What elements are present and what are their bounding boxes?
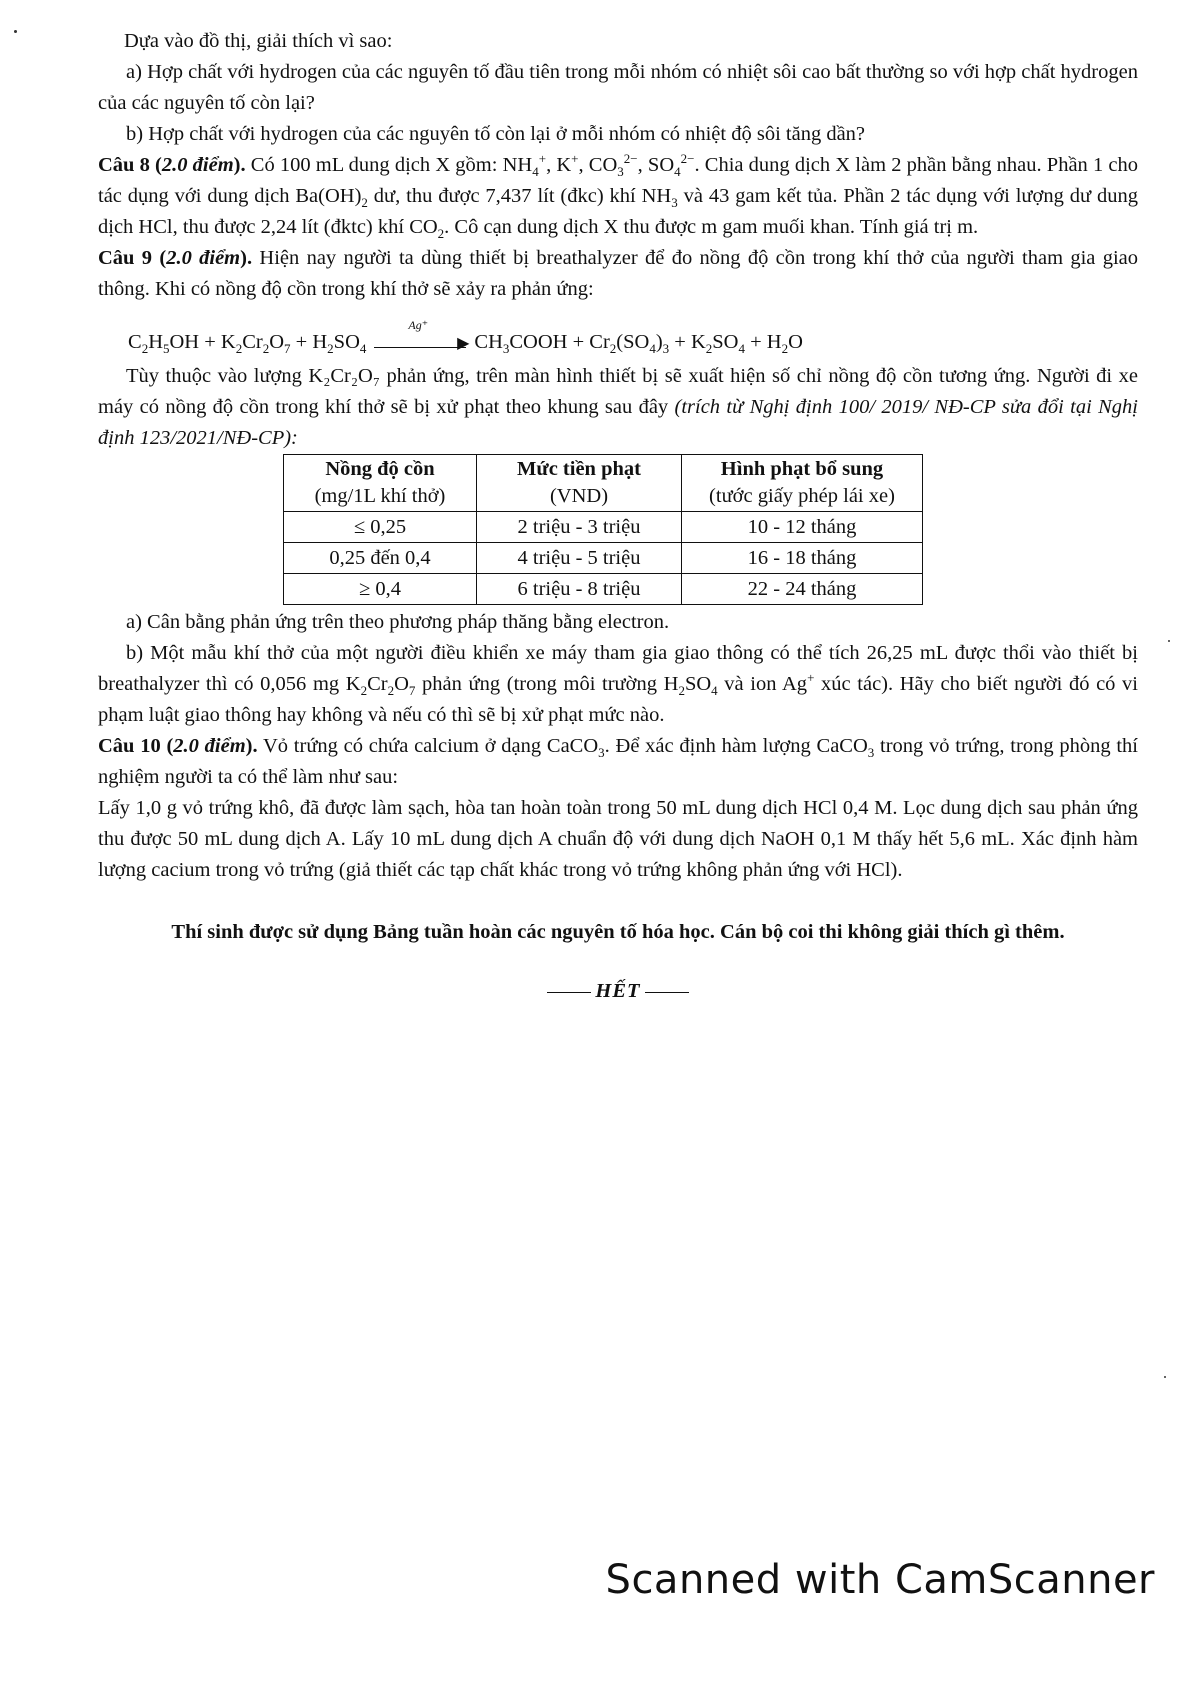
- table-cell: ≤ 0,25: [284, 512, 477, 543]
- catalyst-label: Ag⁺: [408, 318, 429, 332]
- intro-question-a: a) Hợp chất với hydrogen của các nguyên tố đầu tiên trong mỗi nhóm có nhiệt sôi cao bất thường so với hợp chất hydrogen của các nguyên tố còn lại?: [98, 61, 1138, 114]
- reaction-equation: $C_2H_5OH + K_2Cr_2O_7 + H_2SO_4$ Ag⁺ ▶ $CH_3COOH + Cr_2(SO_4)_3 + K_2SO_4 + H_2O$: [128, 318, 803, 357]
- table-row: [284, 512, 923, 543]
- scan-speck: [1168, 640, 1170, 642]
- q8-text-3: dư, thu được 7,437 lít (đkc) khí NH: [367, 185, 672, 207]
- q9-part-a: a) Cân bằng phản ứng trên theo phương pháp thăng bằng electron.: [126, 611, 670, 633]
- q10-label: Câu 10 (: [98, 735, 174, 757]
- table-cell: 22 - 24 tháng: [682, 574, 923, 605]
- q10-procedure: Lấy 1,0 g vỏ trứng khô, đã được làm sạch, hòa tan hoàn toàn trong 50 mL dung dịch HCl 0,4 M. Lọc dung dịch sau phản ứng thu được 50 mL dung dịch A. Lấy 10 mL dung dịch A chuẩn độ với dung dịch NaOH 0,1 M thấy hết 5,6 mL. Xác định hàm lượng cacium trong vỏ trứng (giả thiết các tạp chất khác trong vỏ trứng không phản ứng với HCl).: [98, 797, 1138, 881]
- q8-points: 2.0 điểm: [161, 154, 234, 176]
- penalty-table: [283, 454, 923, 605]
- question-9: [98, 243, 1138, 305]
- q10-label-close: ).: [245, 735, 258, 757]
- q9-label-close: ).: [240, 247, 253, 269]
- scan-speck: [14, 30, 17, 33]
- q9-points: 2.0 điểm: [166, 247, 241, 269]
- table-cell: 2 triệu - 3 triệu: [477, 512, 682, 543]
- q8-text-4: và 43 gam kết tủa. Phần 2 tác dụng với lượng dư dung dịch HCl, thu được 2,24 lít (đktc) khí CO: [98, 185, 1138, 238]
- question-10: Câu 10 (2.0 điểm). Vỏ trứng có chứa calcium ở dạng CaCO$_3$. Để xác định hàm lượng CaCO$_3$ trong vỏ trứng, trong phòng thí nghiệm người ta có thể làm như sau:: [98, 735, 1138, 788]
- exam-page: [98, 26, 1138, 1007]
- q8-text-2: . Chia dung dịch X làm 2 phần bằng nhau. Phần 1 cho tác dụng với dung dịch Ba(OH): [98, 154, 1138, 207]
- q8-text-1: Có 100 mL dung dịch X gồm: NH: [245, 154, 533, 176]
- reaction-arrow: Ag⁺ ▶: [374, 341, 466, 348]
- intro-line: Dựa vào đồ thị, giải thích vì sao:: [124, 30, 393, 52]
- q9-part-b: b) Một mẫu khí thở của một người điều khiển xe máy tham gia giao thông có thể tích 26,25 mL được thổi vào thiết bị breathalyzer thì có 0,056 mg $K_2Cr_2O_7$ phản ứng (trong môi trường $H_2SO_4$ và ion Ag+ xúc tác). Hãy cho biết người đó có vi phạm luật giao thông hay không và nếu có thì sẽ bị xử phạt mức nào.: [98, 642, 1139, 726]
- q10-points: 2.0 điểm: [173, 735, 246, 757]
- camscanner-watermark: Scanned with CamScanner: [605, 1557, 1155, 1603]
- exam-note: Thí sinh được sử dụng Bảng tuần hoàn các nguyên tố hóa học. Cán bộ coi thi không giải thích gì thêm.: [171, 921, 1065, 943]
- q9-label: Câu 9 (: [98, 247, 167, 269]
- table-header: Mức tiền phạt (VND): [477, 455, 682, 512]
- q8-label-close: ).: [233, 154, 246, 176]
- scan-speck: [1164, 1376, 1166, 1378]
- table-header-row: [284, 455, 923, 512]
- intro-question-b: b) Hợp chất với hydrogen của các nguyên tố còn lại ở mỗi nhóm có nhiệt độ sôi tăng dần?: [126, 123, 866, 145]
- table-header: Hình phạt bổ sung (tước giấy phép lái xe): [682, 455, 923, 512]
- q9-text: Hiện nay người ta dùng thiết bị breathalyzer để đo nồng độ cồn trong khí thở của người tham gia giao thông. Khi có nồng độ cồn trong khí thở sẽ xảy ra phản ứng:: [98, 247, 1138, 300]
- q9-para-citation: (trích từ Nghị định 100/ 2019/ NĐ-CP sửa đổi tại Nghị định 123/2021/NĐ-CP):: [98, 396, 1138, 449]
- table-cell: 6 triệu - 8 triệu: [477, 574, 682, 605]
- table-header: Nồng độ cồn (mg/1L khí thở): [284, 455, 477, 512]
- table-cell: 4 triệu - 5 triệu: [477, 543, 682, 574]
- table-cell: ≥ 0,4: [284, 574, 477, 605]
- q8-label: Câu 8 (: [98, 154, 162, 176]
- q9-para-text: Tùy thuộc vào lượng K₂Cr₂O₇ phản ứng, trên màn hình thiết bị sẽ xuất hiện số chỉ nồng độ cồn tương ứng. Người đi xe máy có nồng độ cồn trong khí thở sẽ bị xử phạt theo khung sau đây: [98, 365, 1138, 418]
- q8-text-5: . Cô cạn dung dịch X thu được m gam muối khan. Tính giá trị m.: [444, 216, 979, 238]
- table-row: [284, 574, 923, 605]
- end-marker: HẾT: [98, 976, 1138, 1007]
- table-row: [284, 543, 923, 574]
- table-cell: 0,25 đến 0,4: [284, 543, 477, 574]
- table-cell: 10 - 12 tháng: [682, 512, 923, 543]
- q9-paragraph: [98, 361, 1138, 454]
- question-8: Câu 8 (2.0 điểm). Có 100 mL dung dịch X gồm: $NH_4^+$, K+, $CO_3^{2-}$, $SO_4^{2-}$. Chia dung dịch X làm 2 phần bằng nhau. Phần 1 cho tác dụng với dung dịch $Ba(OH)_2$ dư, thu được 7,437 lít (đkc) khí $NH_3$ và 43 gam kết tủa. Phần 2 tác dụng với lượng dư dung dịch HCl, thu được 2,24 lít (đktc) khí $CO_2$. Cô cạn dung dịch X thu được m gam muối khan. Tính giá trị m.: [98, 151, 1138, 242]
- table-cell: 16 - 18 tháng: [682, 543, 923, 574]
